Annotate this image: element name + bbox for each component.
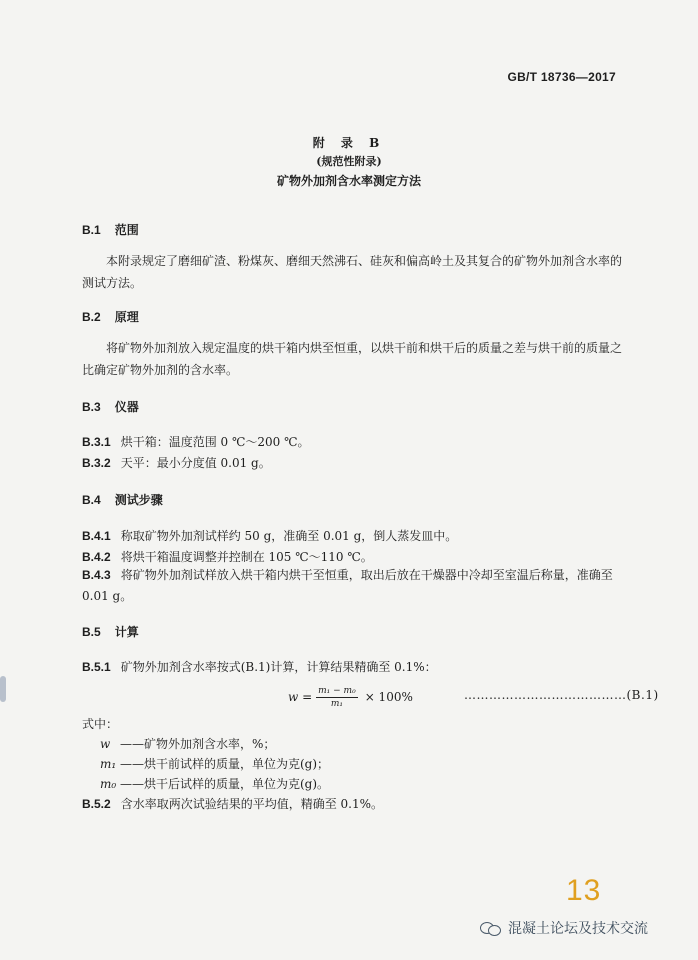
page-number: 13 [566, 874, 602, 907]
wechat-icon [480, 920, 502, 936]
formula-b1 [288, 682, 413, 712]
appendix-name: 矿物外加剂含水率测定方法 [276, 174, 421, 188]
item-b31: B.3.1 烘干箱：温度范围 0 ℃～200 ℃。 [82, 435, 310, 449]
formula-fraction [316, 686, 358, 709]
var-w: w ——矿物外加剂含水率，%； [100, 737, 276, 751]
var-m0: m₀ ——烘干后试样的质量，单位为克(g)。 [100, 777, 330, 791]
section-b4-heading: B.4 测试步骤 [82, 493, 163, 507]
section-b3-heading: B.3 仪器 [82, 400, 139, 414]
item-b41: B.4.1 称取矿物外加剂试样约 50 g，准确至 0.01 g，倒人蒸发皿中。 [82, 529, 458, 543]
standard-code: GB/T 18736—2017 [507, 70, 616, 84]
item-b52: B.5.2 含水率取两次试验结果的平均值，精确至 0.1%。 [82, 797, 383, 811]
section-b1-heading: B.1 范围 [82, 223, 139, 237]
section-b5-heading: B.5 计算 [82, 625, 139, 639]
section-b2-heading: B.2 原理 [82, 310, 139, 324]
scan-artifact [0, 676, 6, 702]
formula-denominator: m₁ [330, 698, 343, 709]
formula-lhs: w = [288, 690, 313, 704]
watermark-text: 混凝土论坛及技术交流 [508, 921, 648, 937]
watermark [480, 918, 648, 938]
where-label: 式中： [82, 717, 119, 731]
section-b1-text: 本附录规定了磨细矿渣、粉煤灰、磨细天然沸石、硅灰和偏高岭土及其复合的矿物外加剂含水率的测试方法。 [82, 254, 623, 290]
appendix-type: (规范性附录) [316, 155, 382, 168]
item-b32: B.3.2 天平：最小分度值 0.01 g。 [82, 456, 271, 470]
appendix-title: 附 录 B [312, 136, 386, 150]
var-m1: m₁ ——烘干前试样的质量，单位为克(g)； [100, 757, 330, 771]
formula-rhs: × 100% [364, 690, 413, 704]
equation-number: …………………………………(B.1) [464, 688, 659, 702]
section-b2-text: 将矿物外加剂放入规定温度的烘干箱内烘至恒重，以烘干前和烘干后的质量之差与烘干前的质量之比确定矿物外加剂的含水率。 [82, 341, 623, 377]
item-b51: B.5.1 矿物外加剂含水率按式(B.1)计算，计算结果精确至 0.1%： [82, 660, 437, 674]
formula-numerator: m₁ − m₀ [318, 685, 356, 696]
item-b42: B.4.2 将烘干箱温度调整并控制在 105 ℃～110 ℃。 [82, 550, 373, 564]
item-b43: B.4.3 将矿物外加剂试样放入烘干箱内烘干至恒重，取出后放在干燥器中冷却至室温后称量，准确至 0.01 g。 [82, 568, 613, 603]
